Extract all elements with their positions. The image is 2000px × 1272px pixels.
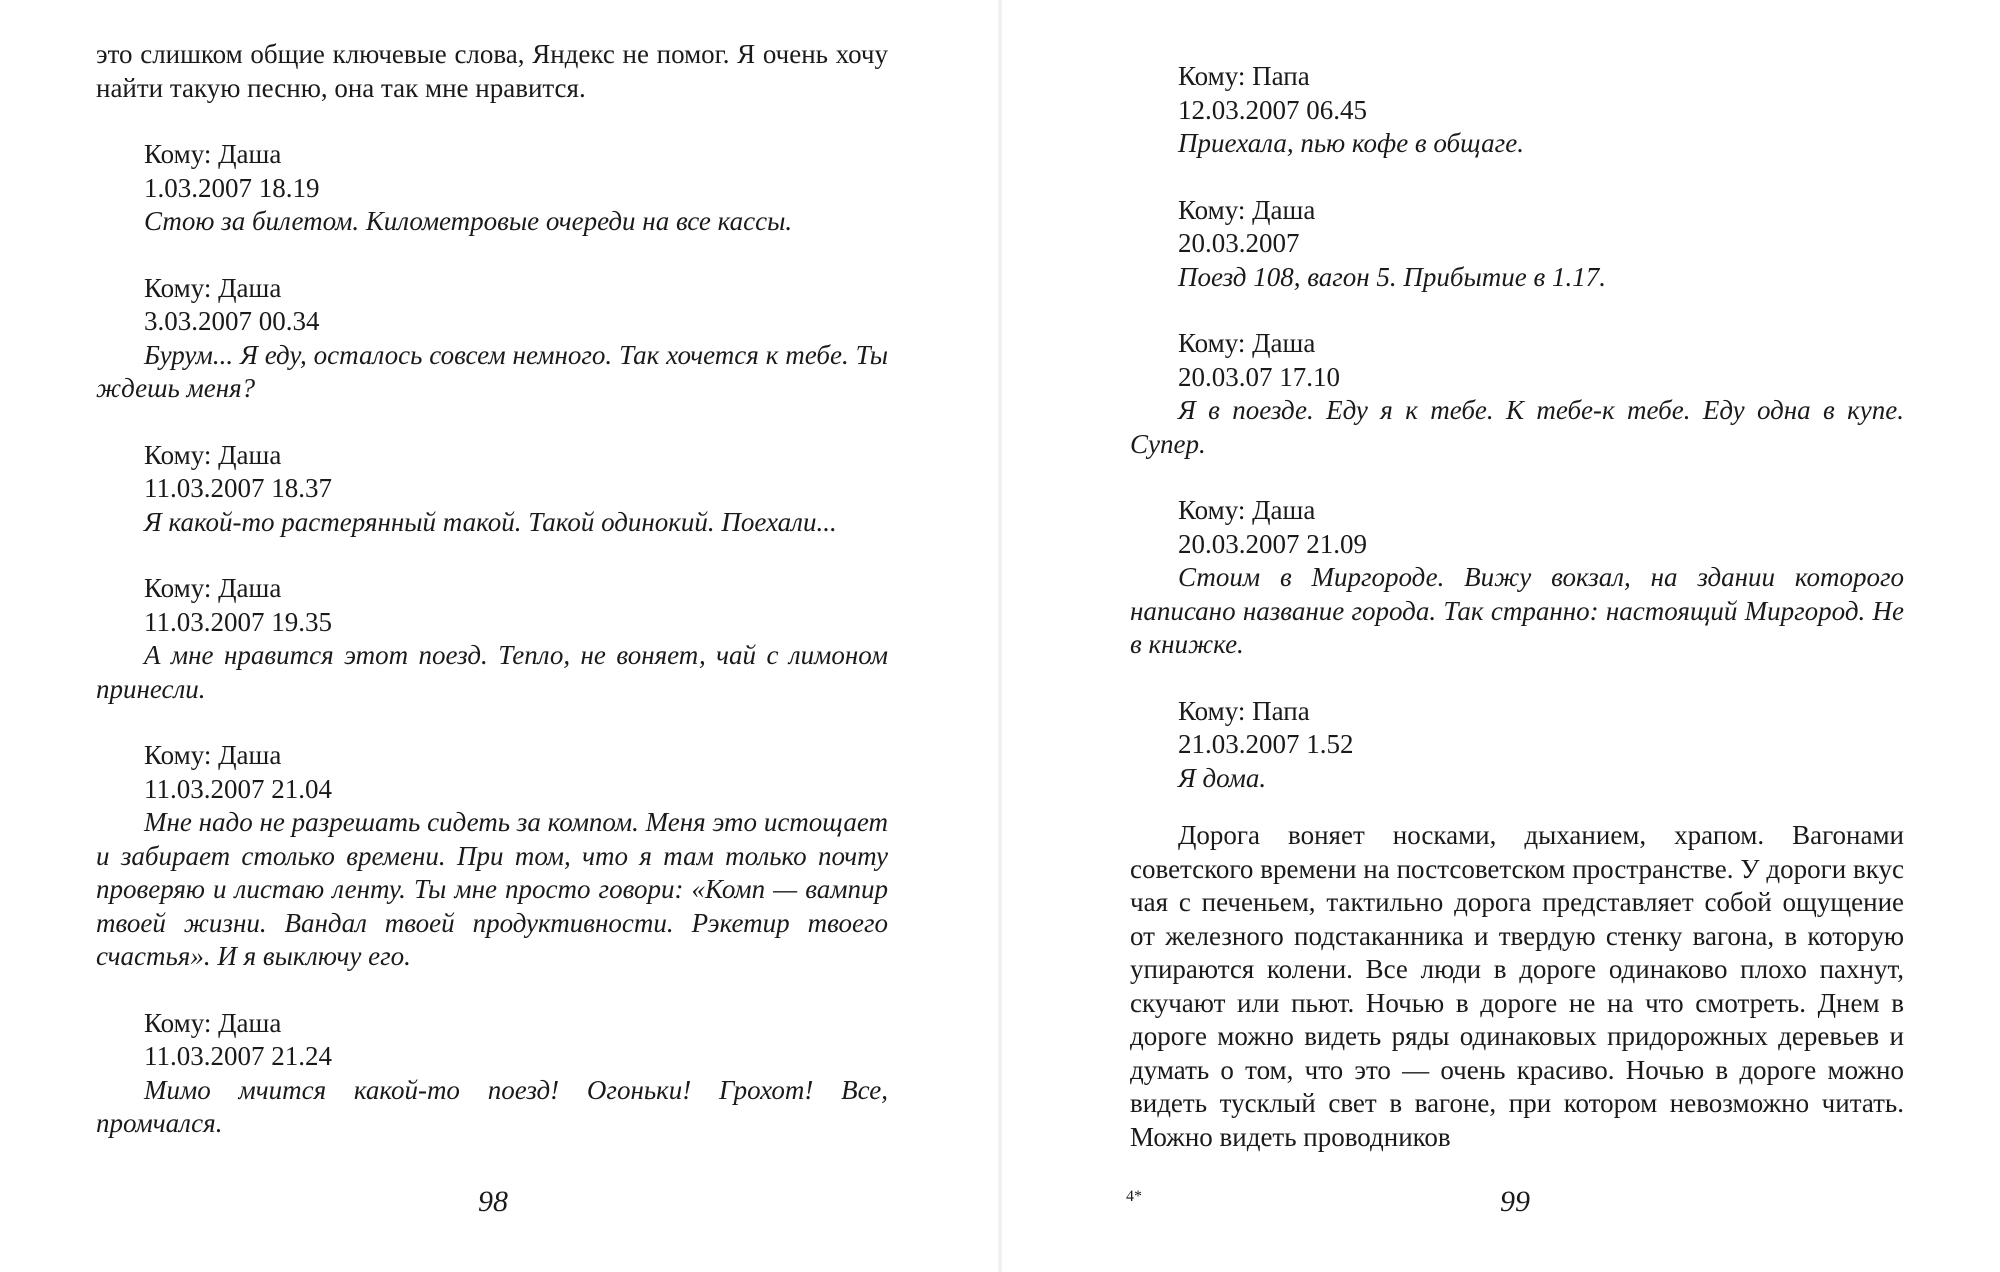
message-text: Бурум... Я еду, осталось совсем немного. Так хочется к тебе. Ты ждешь меня? — [96, 339, 888, 403]
message-text: Стоим в Миргороде. Вижу вокзал, на здании которого написано название города. Так странно: настоящий Миргород. Не в книжке. — [1130, 562, 1904, 659]
message — [96, 439, 888, 540]
message-recipient: Кому: Даша — [144, 439, 282, 470]
message — [1130, 327, 1904, 461]
message-date: 12.03.2007 06.45 — [1178, 94, 1367, 125]
message-text: А мне нравится этот поезд. Тепло, не воняет, чай с лимоном принесли. — [96, 640, 888, 704]
message — [96, 1007, 888, 1141]
page-number: 98 — [478, 1185, 508, 1218]
message-recipient: Кому: Даша — [1178, 194, 1316, 225]
message-text: Я в поезде. Еду я к тебе. К тебе-к тебе. Еду одна в купе. Супер. — [1130, 395, 1904, 459]
message-date: 21.03.2007 1.52 — [1178, 729, 1354, 759]
message-recipient: Кому: Даша — [144, 740, 282, 770]
message-date: 11.03.2007 21.24 — [144, 1041, 332, 1071]
intro-paragraph: это слишком общие ключевые слова, Яндекс не помог. Я очень хочу найти такую песню, она так мне нравится. — [96, 39, 888, 103]
message — [1130, 494, 1904, 662]
message-recipient: Кому: Даша — [1178, 495, 1316, 525]
message-text: Я какой-то растерянный такой. Такой одинокий. Поехали... — [144, 506, 837, 537]
message-recipient: Кому: Папа — [1178, 695, 1310, 726]
left-text-column — [96, 38, 888, 1141]
message-recipient: Кому: Даша — [144, 272, 282, 303]
message-date: 11.03.2007 21.04 — [144, 773, 332, 804]
message-recipient: Кому: Даша — [144, 139, 282, 169]
page-number: 99 — [1500, 1185, 1530, 1218]
body-paragraph: Дорога воняет носками, дыханием, храпом. Вагонами советского времени на постсоветском пространстве. У дороги вкус чая с печеньем, тактильно дорога представляет собой ощущение от железного подстаканника и твердую стенку вагона, в которую упираются колени. Все люди в дороге одинаково плохо пахнут, скучают или пьют. Ночью в дороге не на что смотреть. Днем в дороге можно видеть ряды одинаковых придорожных деревьев и думать о том, что это — очень красиво. Ночью в дороге можно видеть тусклый свет в вагоне, при котором невозможно читать. Можно видеть проводников — [1130, 820, 1904, 1152]
message-date: 20.03.2007 21.09 — [1178, 528, 1367, 559]
message-text: Мне надо не разрешать сидеть за компом. Меня это истощает и забирает столько времени. При том, что я там только почту проверяю и листаю ленту. Ты мне просто говори: «Комп — вампир твоей жизни. Вандал твоей продуктивности. Рэкетир твоего счастья». И я выключу его. — [96, 807, 888, 971]
right-text-column — [1130, 38, 1904, 1154]
message — [1130, 695, 1904, 796]
message-recipient: Кому: Даша — [144, 573, 282, 603]
message-date: 11.03.2007 18.37 — [144, 473, 332, 503]
message-recipient: Кому: Даша — [1178, 328, 1316, 358]
message-text: Приехала, пью кофе в общаге. — [1178, 128, 1524, 158]
message — [1130, 60, 1904, 161]
message-text: Стою за билетом. Километровые очереди на все кассы. — [144, 206, 793, 236]
message-date: 20.03.2007 — [1178, 228, 1300, 258]
message-text: Я дома. — [1178, 762, 1267, 793]
message — [1130, 194, 1904, 295]
message — [96, 138, 888, 239]
message-date: 11.03.2007 19.35 — [144, 606, 332, 637]
message-date: 1.03.2007 18.19 — [144, 172, 320, 203]
message-recipient: Кому: Даша — [144, 1007, 282, 1038]
message — [96, 739, 888, 974]
message-recipient: Кому: Папа — [1178, 61, 1310, 91]
message-text: Мимо мчится какой-то поезд! Огоньки! Грохот! Все, промчался. — [96, 1074, 888, 1138]
message — [96, 272, 888, 406]
right-page — [1000, 0, 2000, 1272]
message-date: 20.03.07 17.10 — [1178, 361, 1340, 392]
message-text: Поезд 108, вагон 5. Прибытие в 1.17. — [1178, 261, 1606, 292]
section-gap — [1130, 795, 1904, 819]
signature-mark: 4* — [1126, 1188, 1142, 1205]
message-date: 3.03.2007 00.34 — [144, 306, 320, 336]
message — [96, 572, 888, 706]
